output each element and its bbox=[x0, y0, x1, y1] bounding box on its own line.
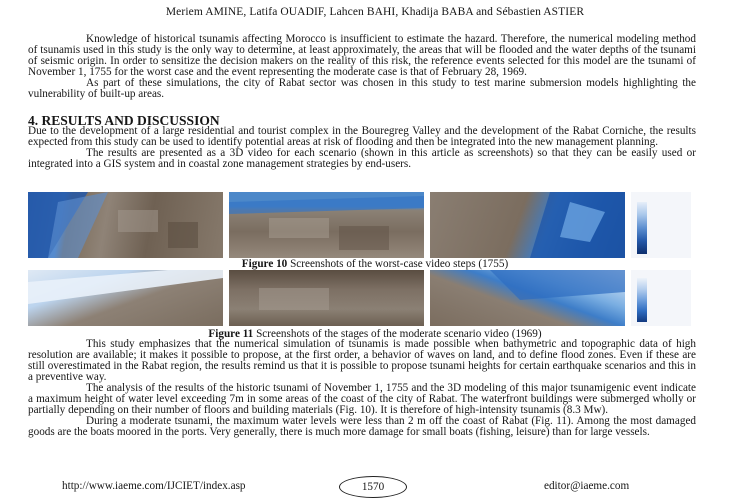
figure-11-screenshot-3 bbox=[430, 270, 625, 326]
figure-10-caption-text: Screenshots of the worst-case video steps (1755) bbox=[287, 258, 509, 270]
author-line: Meriem AMINE, Latifa OUADIF, Lahcen BAHI, Khadija BABA and Sébastien ASTIER bbox=[165, 6, 585, 18]
figure-10-caption bbox=[0, 258, 750, 270]
page-number: 1570 bbox=[339, 476, 407, 498]
figure-10-label: Figure 10 bbox=[241, 258, 288, 270]
results-paragraph-2: The results are presented as a 3D video for each scenario (shown in this article as screenshots) so that they can be easily used or integrated into a GIS system and in coastal zone management strategies by end-users. bbox=[28, 147, 696, 170]
figure-10-screenshot-3 bbox=[430, 192, 625, 258]
figure-10-screenshot-1 bbox=[28, 192, 223, 258]
discussion-paragraph-1: This study emphasizes that the numerical simulation of tsunamis is made possible when bathymetric and topographic data of high resolution are available; it makes it possible to propose, at the first order, a behavior of waves on land, and to define flood zones. Even if these are still overestimated in the Rabat region, the results remind us that it is possible to propose tsunami heights for certain earthquake scenarios and this in a preventive way. bbox=[28, 338, 696, 383]
editor-email-link[interactable]: editor@iaeme.com bbox=[544, 480, 630, 492]
figure-11-screenshot-3-overlay bbox=[430, 270, 625, 326]
figure-11-screenshot-1 bbox=[28, 270, 223, 326]
figure-10-colorbar bbox=[631, 192, 691, 258]
figure-11-label: Figure 11 bbox=[208, 328, 254, 340]
figure-11-screenshot-2-overlay bbox=[229, 270, 424, 326]
figure-10-screenshot-3-overlay bbox=[430, 192, 625, 258]
journal-url-link[interactable]: http://www.iaeme.com/IJCIET/index.asp bbox=[62, 480, 246, 492]
figure-10-screenshot-1-overlay bbox=[28, 192, 223, 258]
discussion-block bbox=[28, 339, 696, 438]
colorbar-gradient bbox=[637, 278, 647, 322]
intro-paragraph-1: Knowledge of historical tsunamis affecting Morocco is insufficient to estimate the hazard. Therefore, the numerical modeling method of tsunamis used in this study is the only way to determine, at least approximately, the areas that will be flooded and the water depths of the tsunami of seismic origin. In order to sensitize the decision makers on the reality of this risk, the reference events selected for this model are the tsunami of November 1, 1755 for the worst case and the event representing the moderate case is that of February 28, 1969. bbox=[28, 33, 696, 78]
figure-10-screenshot-2 bbox=[229, 192, 424, 258]
figure-11-images bbox=[28, 270, 708, 326]
intro-block bbox=[28, 34, 696, 100]
section-heading: 4. RESULTS AND DISCUSSION bbox=[28, 113, 220, 128]
colorbar-gradient bbox=[637, 202, 647, 254]
figure-10-images bbox=[28, 192, 708, 258]
discussion-paragraph-3: During a moderate tsunami, the maximum water levels were less than 2 m off the coast of Rabat (Fig. 11). Among the most damaged goods are the boats moored in the ports. Very generally, there is much more damage for small boats (fishing, leisure) than for large vessels. bbox=[28, 415, 696, 438]
figure-11-caption-text: Screenshots of the stages of the moderate scenario video (1969) bbox=[253, 328, 542, 340]
intro-paragraph-2: As part of these simulations, the city of Rabat sector was chosen in this study to test marine submersion models highlighting the vulnerability of built-up areas. bbox=[28, 77, 696, 100]
page-footer bbox=[0, 476, 750, 498]
results-paragraph-1: Due to the development of a large residential and tourist complex in the Bouregreg Valley and the development of the Rabat Corniche, the results expected from this study can be used to identify potential areas at risk of flooding and then be integrated into the new management planning. bbox=[28, 125, 696, 148]
discussion-paragraph-2: The analysis of the results of the historic tsunami of November 1, 1755 and the 3D modeling of this major tsunamigenic event indicate a maximum height of water level exceeding 7m in some areas of the coast of the city of Rabat. The waterfront buildings were submerged wholly or partially depending on their number of floors and building materials (Fig. 10). It is therefore of high-intensity tsunamis (8.3 Mw). bbox=[28, 382, 696, 416]
results-block bbox=[28, 126, 696, 170]
figure-10-screenshot-2-overlay bbox=[229, 192, 424, 258]
figure-11-screenshot-2 bbox=[229, 270, 424, 326]
figure-11-colorbar bbox=[631, 270, 691, 326]
figure-11-screenshot-1-overlay bbox=[28, 270, 223, 326]
